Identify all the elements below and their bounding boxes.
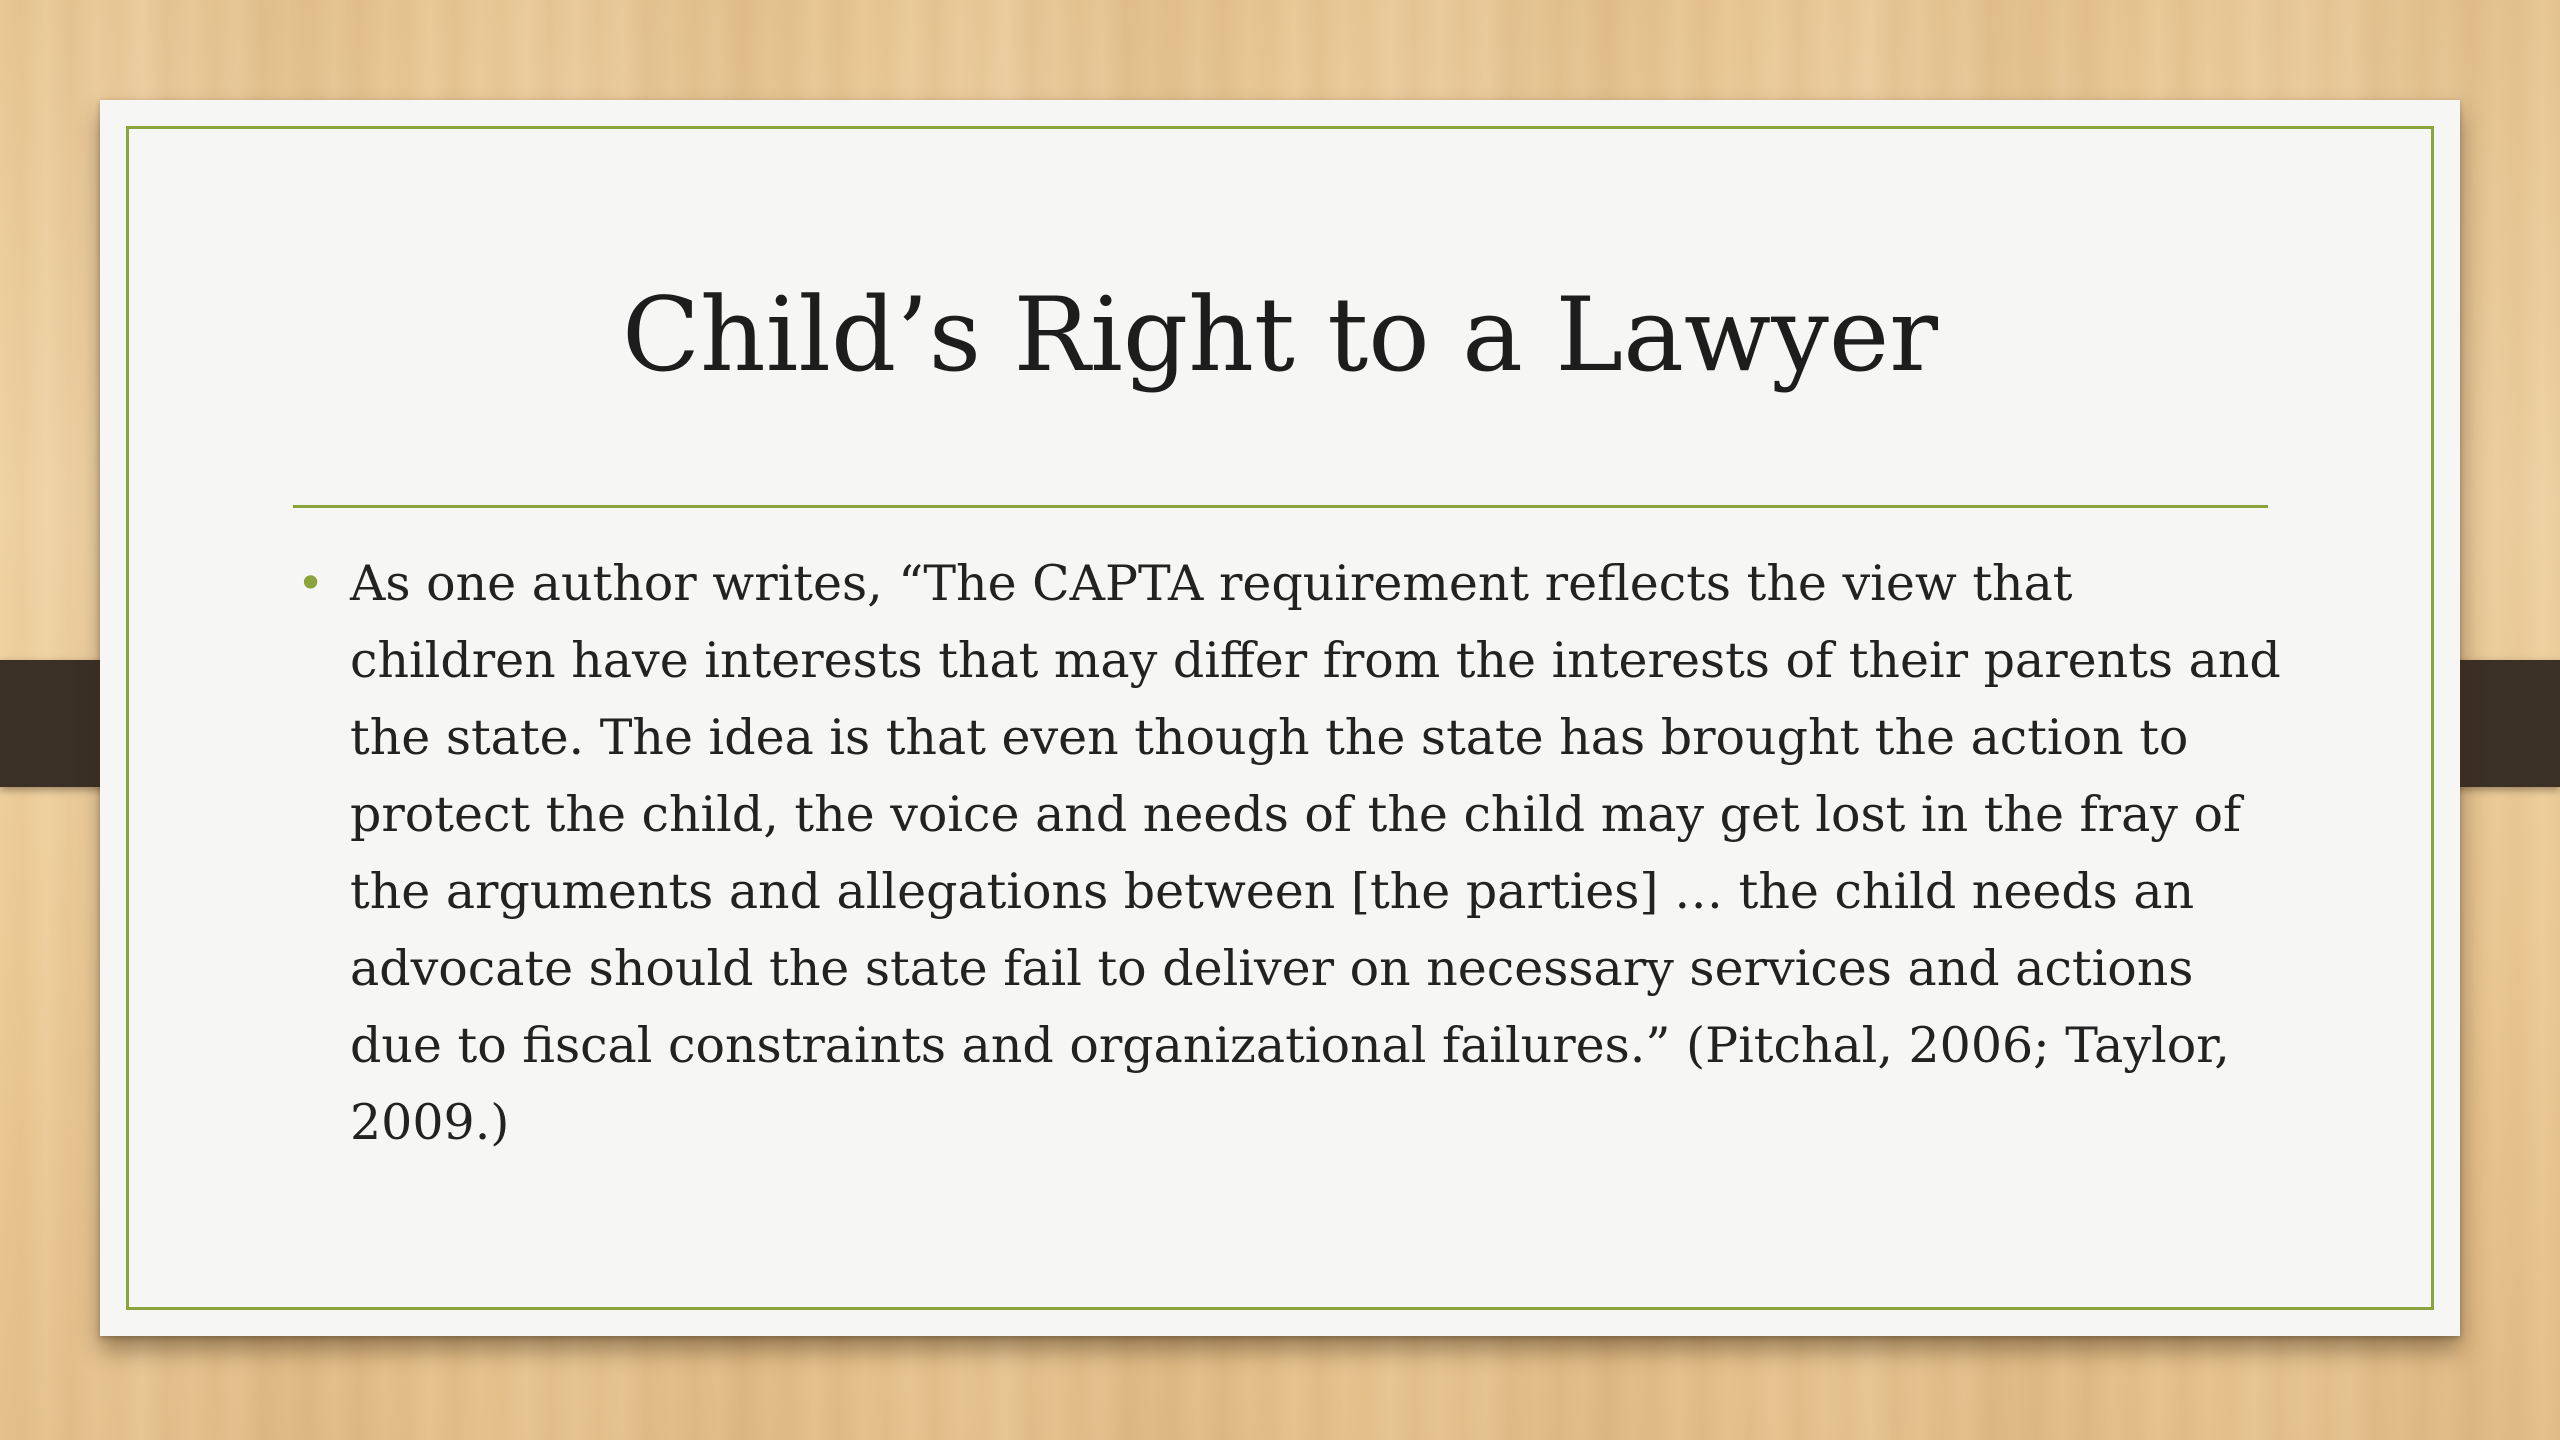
bullet-item [293, 545, 2283, 1161]
slide-card [100, 100, 2460, 1336]
bullet-text: As one author writes, “The CAPTA requirement reflects the view that children have interests that may differ from the interests of their parents and the state. The idea is that even though the state has brought the action to protect the child, the voice and needs of the child may get lost in the fray of the arguments and allegations between [the parties] … the child needs an advocate should the state fail to deliver on necessary services and actions due to fiscal constraints and organizational failures.” (Pitchal, 2006; Taylor, 2009.) [350, 555, 2281, 1151]
title-divider [293, 505, 2268, 508]
slide-title: Child’s Right to a Lawyer [622, 276, 1938, 395]
bullet-list [293, 545, 2283, 1161]
bullet-dot-icon: • [297, 556, 325, 610]
